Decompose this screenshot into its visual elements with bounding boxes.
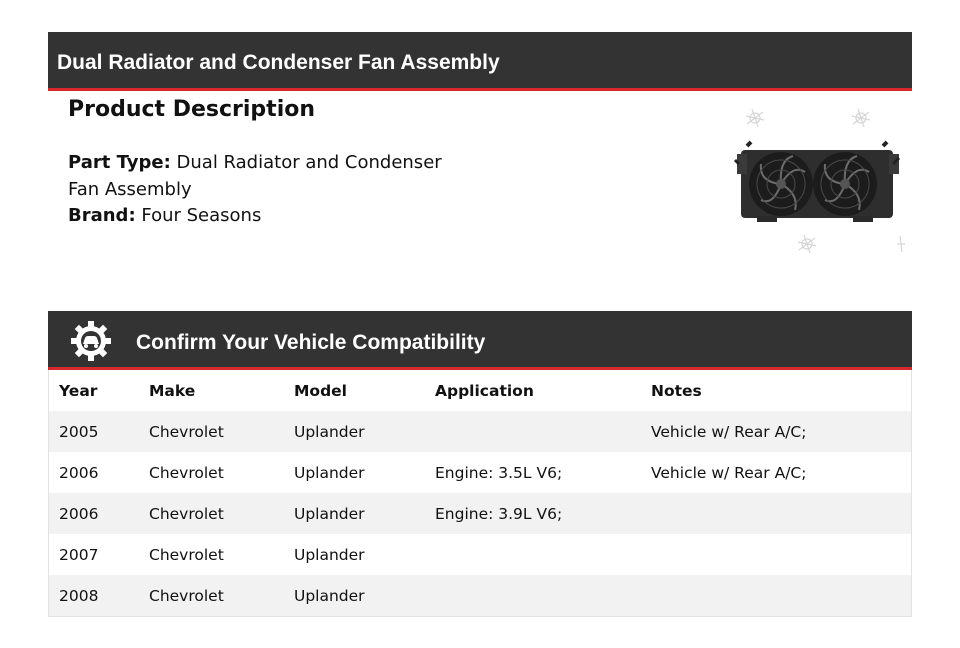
cell-model: Uplander <box>294 545 365 564</box>
description-heading: Product Description <box>68 97 316 122</box>
compatibility-title: Confirm Your Vehicle Compatibility <box>136 331 486 354</box>
product-title: Dual Radiator and Condenser Fan Assembly <box>57 51 500 74</box>
cell-make: Chevrolet <box>149 422 224 441</box>
cell-make: Chevrolet <box>149 545 224 564</box>
cell-year: 2008 <box>59 586 99 605</box>
cell-notes <box>641 575 912 617</box>
cell-application: Engine: 3.9L V6; <box>435 504 563 523</box>
column-header-make: Make <box>149 381 196 400</box>
brand-value: Four Seasons <box>141 205 262 226</box>
cell-notes <box>641 534 912 575</box>
cell-make: Chevrolet <box>149 504 224 523</box>
title-banner <box>48 32 912 91</box>
brand-label: Brand: <box>68 205 136 226</box>
table-row <box>49 452 912 493</box>
cell-model: Uplander <box>294 586 365 605</box>
cell-model: Uplander <box>294 504 365 523</box>
column-header-model: Model <box>294 381 347 400</box>
table-row <box>49 575 912 617</box>
product-image <box>733 102 911 262</box>
cell-application <box>425 411 641 452</box>
compatibility-banner <box>48 311 912 370</box>
cell-year: 2005 <box>59 422 99 441</box>
table-row <box>49 411 912 452</box>
cell-make: Chevrolet <box>149 586 224 605</box>
column-header-year: Year <box>59 381 98 400</box>
table-row <box>49 493 912 534</box>
part-type-value: Dual Radiator and Condenser Fan Assembly <box>68 152 442 200</box>
cell-year: 2006 <box>59 463 99 482</box>
cell-year: 2006 <box>59 504 99 523</box>
cell-application <box>425 534 641 575</box>
cell-notes <box>641 493 912 534</box>
part-type-label: Part Type: <box>68 152 171 173</box>
table-header-row <box>49 370 912 411</box>
description-body <box>68 150 448 230</box>
compatibility-table <box>48 370 912 617</box>
cell-notes: Vehicle w/ Rear A/C; <box>651 463 807 482</box>
table-row <box>49 534 912 575</box>
cell-year: 2007 <box>59 545 99 564</box>
column-header-application: Application <box>435 381 534 400</box>
gear-car-icon <box>70 320 112 362</box>
cell-model: Uplander <box>294 422 365 441</box>
column-header-notes: Notes <box>651 381 702 400</box>
cell-application <box>425 575 641 617</box>
cell-notes: Vehicle w/ Rear A/C; <box>651 422 807 441</box>
cell-model: Uplander <box>294 463 365 482</box>
cell-application: Engine: 3.5L V6; <box>435 463 563 482</box>
cell-make: Chevrolet <box>149 463 224 482</box>
